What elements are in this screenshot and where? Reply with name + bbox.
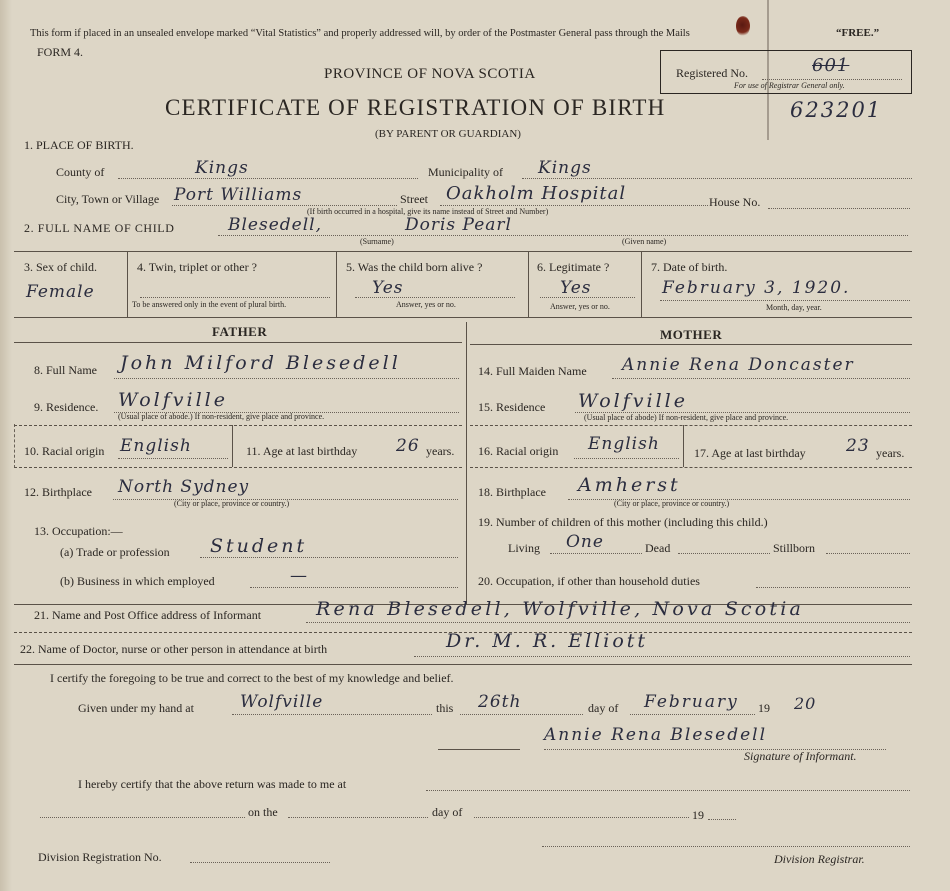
child-name-label: 2. FULL NAME OF CHILD: [24, 221, 175, 235]
living-line: [550, 553, 642, 554]
doctor-line: [414, 656, 910, 657]
registrar-on-the: on the: [248, 805, 278, 819]
alive-note: Answer, yes or no.: [396, 300, 456, 309]
twin-note: To be answered only in the event of plural birth.: [132, 300, 287, 309]
city-line: [172, 205, 397, 206]
father-birthplace-value: North Sydney: [118, 477, 250, 497]
postal-notice-free: “FREE.”: [836, 27, 880, 39]
municipality-value: Kings: [538, 158, 592, 178]
doctor-value: Dr. M. R. Elliott: [446, 630, 649, 652]
col-divider-3: [528, 251, 529, 317]
child-name-line: [218, 235, 908, 236]
trade-value: Student: [210, 535, 308, 557]
father-residence-note: (Usual place of abode.) If non-resident, give place and province.: [118, 412, 325, 421]
certification-statement: I certify the foregoing to be true and correct to the best of my knowledge and belief.: [50, 671, 454, 685]
municipality-label: Municipality of: [428, 165, 503, 179]
certification-divider: [14, 664, 912, 665]
registrar-note: For use of Registrar General only.: [734, 81, 845, 90]
postal-notice: This form if placed in an unsealed envelope marked “Vital Statistics” and properly addressed will, by order of the Postmaster General pass through the Mails: [30, 28, 690, 39]
mother-racial-divider: [683, 425, 684, 467]
sex-value: Female: [26, 282, 95, 302]
father-racial-divider: [232, 425, 233, 467]
date-of-birth-value: February 3, 1920.: [662, 278, 851, 298]
mother-years-label: years.: [876, 446, 905, 460]
registrar-year-prefix: 19: [692, 808, 704, 822]
division-registrar-line: [542, 846, 910, 847]
children-count-label: 19. Number of children of this mother (including this child.): [478, 515, 768, 529]
day-of-label: day of: [588, 701, 619, 715]
street-label: Street: [400, 192, 428, 206]
father-name-value: John Milford Blesedell: [120, 352, 401, 374]
mother-racial-value: English: [588, 434, 660, 454]
mother-residence-label: 15. Residence: [478, 400, 546, 414]
row-divider-top: [14, 251, 912, 252]
city-label: City, Town or Village: [56, 192, 160, 206]
informant-value: Rena Blesedell, Wolfville, Nova Scotia: [316, 598, 805, 620]
father-birthplace-note: (City or place, province or country.): [174, 499, 290, 508]
house-no-label: House No.: [709, 195, 761, 209]
date-of-birth-line: [660, 300, 910, 301]
month-value: February: [644, 692, 739, 712]
twin-label: 4. Twin, triplet or other ?: [137, 260, 257, 274]
registrar-year-line: [708, 819, 736, 820]
stillborn-line: [826, 553, 910, 554]
month-line: [630, 714, 755, 715]
mother-residence-note: (Usual place of abode) If non-resident, give place and province.: [584, 413, 789, 422]
business-value: —: [290, 566, 308, 586]
business-label: (b) Business in which employed: [60, 574, 215, 588]
division-registrar-caption: Division Registrar.: [774, 852, 865, 866]
this-label: this: [436, 701, 454, 715]
mother-name-value: Annie Rena Doncaster: [622, 355, 855, 375]
province-heading: PROVINCE OF NOVA SCOTIA: [324, 66, 536, 82]
father-racial-line: [118, 458, 228, 459]
registrar-place-line-2: [40, 817, 245, 818]
mother-racial-line: [574, 458, 679, 459]
year-value: 20: [794, 694, 817, 713]
house-no-line: [768, 208, 910, 209]
mother-occupation-line: [756, 587, 910, 588]
ink-stain: [736, 16, 750, 36]
certificate-subtitle: (BY PARENT OR GUARDIAN): [375, 128, 521, 140]
informant-line: [306, 622, 910, 623]
informant-signature: Annie Rena Blesedell: [544, 725, 768, 745]
mother-birthplace-value: Amherst: [578, 474, 681, 496]
registered-no-value: 601: [812, 55, 850, 76]
living-label: Living: [508, 541, 540, 555]
father-age-value: 26: [396, 436, 420, 456]
hospital-note: (If birth occurred in a hospital, give its name instead of Street and Number): [307, 207, 549, 216]
day-line: [460, 714, 583, 715]
father-racial-top: [14, 425, 462, 426]
mother-age-label: 17. Age at last birthday: [694, 446, 806, 460]
page-edge: [0, 0, 12, 891]
dead-label: Dead: [645, 541, 671, 555]
mother-heading: MOTHER: [660, 327, 723, 342]
given-name-caption: (Given name): [622, 237, 667, 246]
year-prefix: 19: [758, 701, 770, 715]
trade-line: [200, 557, 458, 558]
short-rule: [438, 749, 520, 750]
father-racial-bottom: [14, 467, 462, 468]
mother-residence-value: Wolfville: [578, 390, 688, 412]
child-given-name: Doris Pearl: [405, 215, 512, 235]
place-of-birth-heading: 1. PLACE OF BIRTH.: [24, 138, 134, 152]
legitimate-value: Yes: [560, 278, 592, 298]
parents-divider: [466, 322, 467, 604]
sex-label: 3. Sex of child.: [24, 260, 97, 274]
business-line: [250, 587, 458, 588]
surname-caption: (Surname): [360, 237, 394, 246]
given-place-value: Wolfville: [240, 692, 324, 712]
certificate-title: CERTIFICATE OF REGISTRATION OF BIRTH: [165, 95, 666, 120]
alive-label: 5. Was the child born alive ?: [346, 260, 483, 274]
registrar-day-line: [288, 817, 428, 818]
mother-name-label: 14. Full Maiden Name: [478, 364, 587, 378]
trade-label: (a) Trade or profession: [60, 545, 170, 559]
division-registration-label: Division Registration No.: [38, 850, 162, 864]
city-value: Port Williams: [174, 185, 303, 205]
date-of-birth-label: 7. Date of birth.: [651, 260, 728, 274]
father-heading: FATHER: [212, 324, 268, 339]
county-label: County of: [56, 165, 105, 179]
street-line: [440, 205, 708, 206]
living-value: One: [566, 532, 604, 552]
alive-value: Yes: [372, 278, 404, 298]
registrar-day-of: day of: [432, 805, 463, 819]
street-value: Oakholm Hospital: [446, 183, 627, 204]
mother-racial-bottom: [470, 467, 912, 468]
mother-birthplace-note: (City or place, province or country.): [614, 499, 730, 508]
dead-line: [678, 553, 770, 554]
registrar-certify-label: I hereby certify that the above return was made to me at: [78, 777, 347, 791]
father-racial-frame: [14, 424, 15, 468]
mother-age-value: 23: [846, 436, 870, 456]
mother-name-line: [612, 378, 910, 379]
date-of-birth-note: Month, day, year.: [766, 303, 822, 312]
father-years-label: years.: [426, 444, 455, 458]
father-residence-value: Wolfville: [118, 389, 228, 411]
row-divider-bottom: [14, 317, 912, 318]
day-value: 26th: [478, 692, 522, 712]
twin-line: [140, 297, 330, 298]
given-under-label: Given under my hand at: [78, 701, 194, 715]
mother-heading-rule: [470, 344, 912, 345]
form-number: FORM 4.: [37, 45, 84, 59]
father-residence-label: 9. Residence.: [34, 400, 99, 414]
father-birthplace-label: 12. Birthplace: [24, 485, 92, 499]
father-racial-label: 10. Racial origin: [24, 444, 105, 458]
handwritten-number: 623201: [790, 98, 883, 122]
mother-racial-label: 16. Racial origin: [478, 444, 559, 458]
signature-caption: Signature of Informant.: [744, 749, 857, 763]
mother-birthplace-label: 18. Birthplace: [478, 485, 546, 499]
registered-no-label: Registered No.: [676, 66, 748, 80]
doctor-label: 22. Name of Doctor, nurse or other person in attendance at birth: [20, 642, 328, 656]
father-heading-rule: [14, 342, 462, 343]
father-name-line: [114, 378, 459, 379]
legitimate-label: 6. Legitimate ?: [537, 260, 610, 274]
registered-no-line: [762, 79, 902, 80]
informant-label: 21. Name and Post Office address of Informant: [34, 608, 262, 622]
given-place-line: [232, 714, 432, 715]
stillborn-label: Stillborn: [773, 541, 816, 555]
mother-occupation-label: 20. Occupation, if other than household duties: [478, 574, 700, 588]
mother-racial-top: [470, 425, 912, 426]
legitimate-note: Answer, yes or no.: [550, 302, 610, 311]
child-surname: Blesedell,: [228, 215, 322, 235]
county-line: [118, 178, 418, 179]
father-occupation-label: 13. Occupation:—: [34, 524, 123, 538]
county-value: Kings: [195, 158, 249, 178]
col-divider-2: [336, 251, 337, 317]
father-racial-value: English: [120, 436, 192, 456]
father-age-label: 11. Age at last birthday: [246, 444, 358, 458]
registrar-place-line: [426, 790, 910, 791]
municipality-line: [522, 178, 912, 179]
registrar-month-line: [474, 817, 689, 818]
col-divider-4: [641, 251, 642, 317]
division-registration-line: [190, 862, 330, 863]
col-divider-1: [127, 251, 128, 317]
father-name-label: 8. Full Name: [34, 363, 97, 377]
